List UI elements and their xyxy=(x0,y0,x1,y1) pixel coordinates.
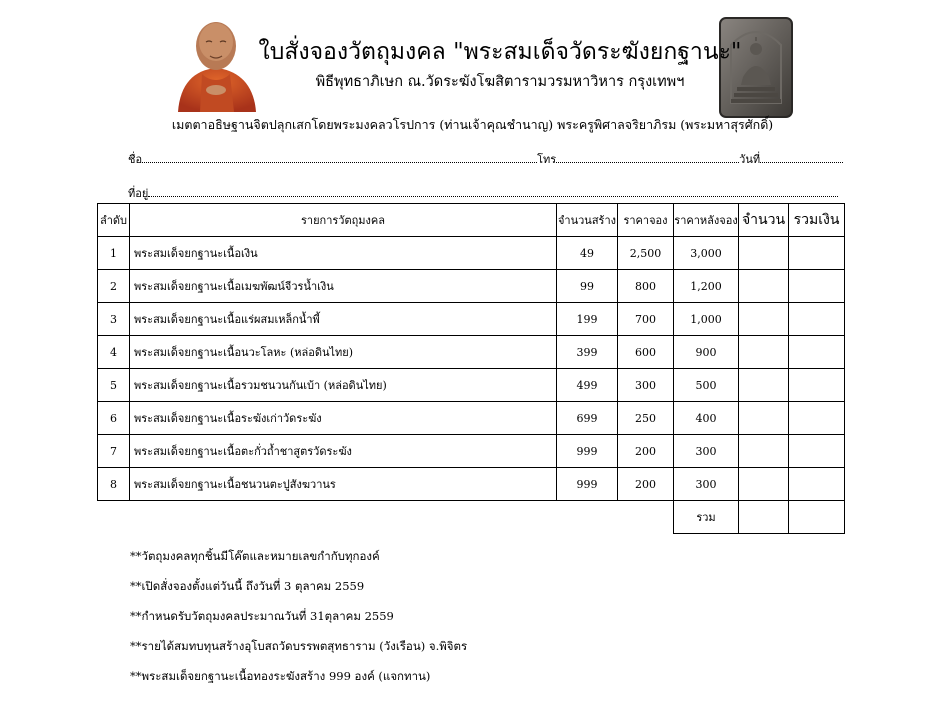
row-total-input[interactable] xyxy=(789,270,845,303)
sum-total-input[interactable] xyxy=(789,501,845,534)
row-total-input[interactable] xyxy=(789,336,845,369)
name-label: ชื่อ xyxy=(128,153,143,166)
date-field[interactable] xyxy=(760,152,843,163)
note-item: **กำหนดรับวัตถุมงคลประมาณวันที่ 31ตุลาคม 2559 xyxy=(130,609,394,623)
row-item: พระสมเด็จยกฐานะเนื้อแร่ผสมเหล็กน้ำพี้ xyxy=(130,303,557,336)
row-quantity-input[interactable] xyxy=(739,336,789,369)
header-price: ราคาจอง xyxy=(618,204,674,237)
row-price: 300 xyxy=(618,369,674,402)
row-qty-made: 999 xyxy=(557,468,618,501)
row-quantity-input[interactable] xyxy=(739,369,789,402)
note-item: **พระสมเด็จยกฐานะเนื้อทองระฆังสร้าง 999 องค์ (แจกทาน) xyxy=(130,669,431,683)
table-row xyxy=(98,336,845,369)
row-price-after: 300 xyxy=(674,468,739,501)
row-item: พระสมเด็จยกฐานะเนื้อรวมชนวนกันเบ้า (หล่อดินไทย) xyxy=(130,369,557,402)
row-price: 200 xyxy=(618,435,674,468)
row-price: 700 xyxy=(618,303,674,336)
table-row xyxy=(98,303,845,336)
row-quantity-input[interactable] xyxy=(739,435,789,468)
sum-row xyxy=(98,501,845,534)
row-qty-made: 499 xyxy=(557,369,618,402)
row-price: 2,500 xyxy=(618,237,674,270)
row-total-input[interactable] xyxy=(789,435,845,468)
row-no: 8 xyxy=(98,468,130,501)
header-quantity: จำนวน xyxy=(739,204,789,237)
table-row xyxy=(98,402,845,435)
table-header-row xyxy=(98,204,845,237)
table-row xyxy=(98,468,845,501)
header-price-after: ราคาหลังจอง xyxy=(674,204,739,237)
row-quantity-input[interactable] xyxy=(739,237,789,270)
row-no: 3 xyxy=(98,303,130,336)
row-total-input[interactable] xyxy=(789,468,845,501)
row-price-after: 3,000 xyxy=(674,237,739,270)
name-phone-date-line xyxy=(128,150,843,168)
row-item: พระสมเด็จยกฐานะเนื้อนวะโลหะ (หล่อดินไทย) xyxy=(130,336,557,369)
address-label: ที่อยู่ xyxy=(128,187,149,200)
name-field[interactable] xyxy=(142,152,537,163)
row-total-input[interactable] xyxy=(789,369,845,402)
header-qty-made: จำนวนสร้าง xyxy=(557,204,618,237)
table-row xyxy=(98,369,845,402)
row-qty-made: 99 xyxy=(557,270,618,303)
row-price-after: 1,200 xyxy=(674,270,739,303)
row-quantity-input[interactable] xyxy=(739,468,789,501)
row-qty-made: 699 xyxy=(557,402,618,435)
table-row xyxy=(98,270,845,303)
sum-label: รวม xyxy=(674,501,739,534)
row-price-after: 500 xyxy=(674,369,739,402)
note-item: **รายได้สมทบทุนสร้างอุโบสถวัดบรรพตสุทธาราม (วังเรือน) จ.พิจิตร xyxy=(130,639,468,653)
row-quantity-input[interactable] xyxy=(739,270,789,303)
row-price: 200 xyxy=(618,468,674,501)
row-qty-made: 199 xyxy=(557,303,618,336)
row-no: 7 xyxy=(98,435,130,468)
row-qty-made: 999 xyxy=(557,435,618,468)
phone-field[interactable] xyxy=(556,152,739,163)
row-no: 5 xyxy=(98,369,130,402)
blessing-line: เมตตาอธิษฐานจิตปลุกเสกโดยพระมงคลวโรปการ (ท่านเจ้าคุณชำนาญ) พระครูพิศาลจริยาภิรม (พระมหาสุรศักดิ์) xyxy=(171,117,774,132)
row-price-after: 400 xyxy=(674,402,739,435)
row-item: พระสมเด็จยกฐานะเนื้อเงิน xyxy=(130,237,557,270)
row-no: 6 xyxy=(98,402,130,435)
header-no: ลำดับ xyxy=(98,204,130,237)
row-price: 600 xyxy=(618,336,674,369)
page-title: ใบสั่งจองวัตถุมงคล "พระสมเด็จวัดระฆังยกฐานะ" xyxy=(258,39,742,65)
row-price: 800 xyxy=(618,270,674,303)
row-no: 4 xyxy=(98,336,130,369)
row-price: 250 xyxy=(618,402,674,435)
row-total-input[interactable] xyxy=(789,303,845,336)
row-qty-made: 399 xyxy=(557,336,618,369)
address-field[interactable] xyxy=(148,186,838,197)
row-item: พระสมเด็จยกฐานะเนื้อเมฆพัฒน์จีวรน้ำเงิน xyxy=(130,270,557,303)
header-item: รายการวัตถุมงคล xyxy=(130,204,557,237)
sum-quantity-input[interactable] xyxy=(739,501,789,534)
phone-label: โทร xyxy=(537,153,557,166)
header-total: รวมเงิน xyxy=(789,204,845,237)
row-no: 1 xyxy=(98,237,130,270)
note-item: **เปิดสั่งจองตั้งแต่วันนี้ ถึงวันที่ 3 ตุลาคม 2559 xyxy=(130,579,365,593)
row-price-after: 900 xyxy=(674,336,739,369)
table-row xyxy=(98,237,845,270)
table-row xyxy=(98,435,845,468)
row-quantity-input[interactable] xyxy=(739,402,789,435)
row-no: 2 xyxy=(98,270,130,303)
row-quantity-input[interactable] xyxy=(739,303,789,336)
row-item: พระสมเด็จยกฐานะเนื้อตะกั่วถ้ำชาสูตรวัดระฆัง xyxy=(130,435,557,468)
date-label: วันที่ xyxy=(739,153,761,166)
page-subtitle: พิธีพุทธาภิเษก ณ.วัดระฆังโฆสิตารามวรมหาวิหาร กรุงเทพฯ xyxy=(315,74,685,90)
row-total-input[interactable] xyxy=(789,402,845,435)
row-item: พระสมเด็จยกฐานะเนื้อระฆังเก่าวัดระฆัง xyxy=(130,402,557,435)
row-price-after: 1,000 xyxy=(674,303,739,336)
row-item: พระสมเด็จยกฐานะเนื้อชนวนตะปูสังฆวานร xyxy=(130,468,557,501)
note-item: **วัตถุมงคลทุกชิ้นมีโค๊ตและหมายเลขกำกับทุกองค์ xyxy=(130,549,380,563)
row-total-input[interactable] xyxy=(789,237,845,270)
order-table xyxy=(97,203,845,534)
address-line xyxy=(128,184,838,202)
row-qty-made: 49 xyxy=(557,237,618,270)
row-price-after: 300 xyxy=(674,435,739,468)
notes-list xyxy=(130,547,467,697)
